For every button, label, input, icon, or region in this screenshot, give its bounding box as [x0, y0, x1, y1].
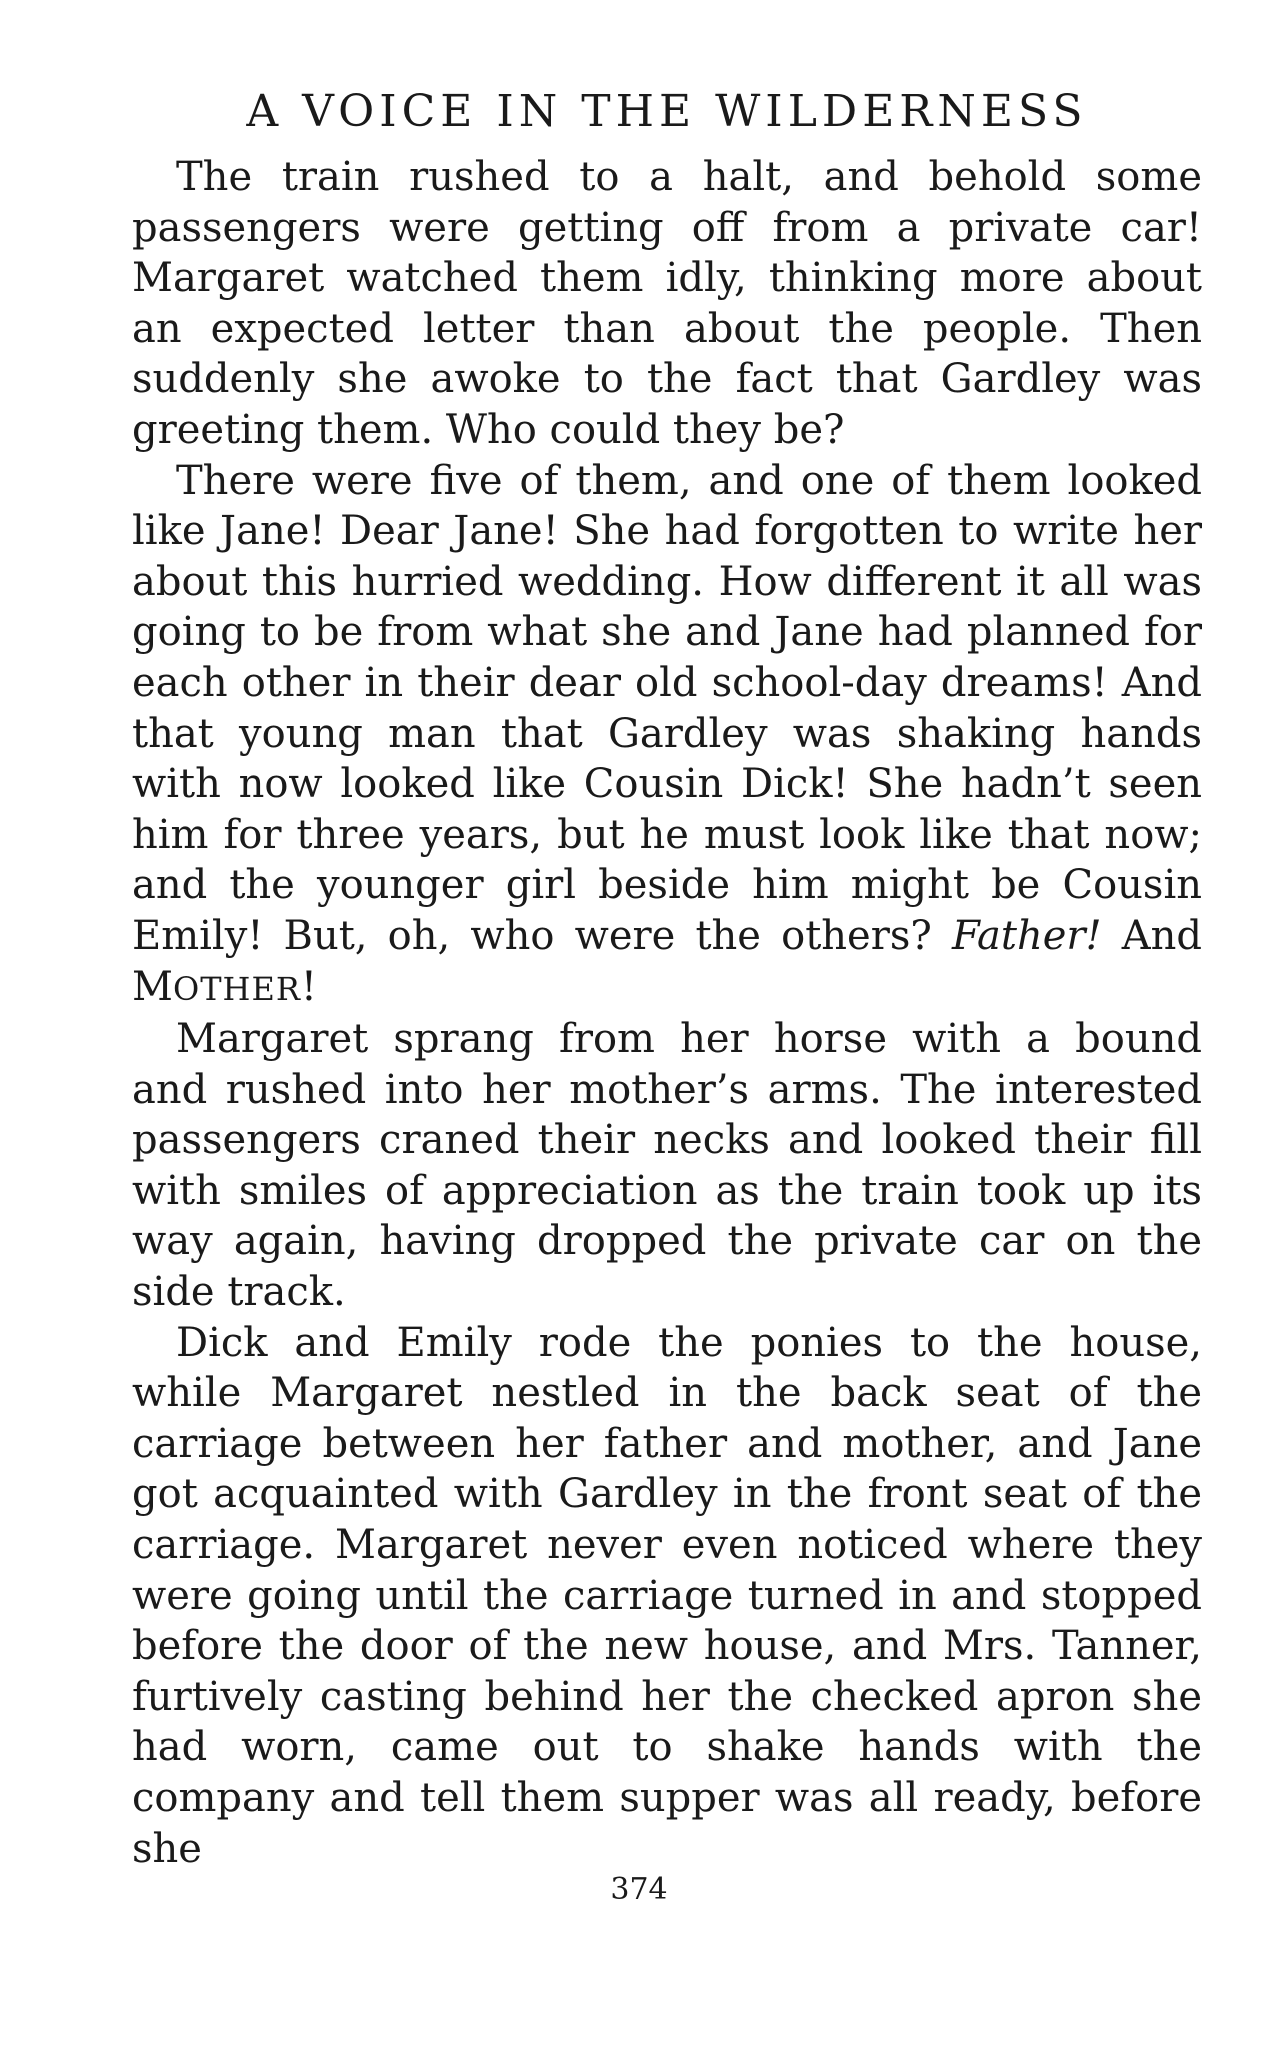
- body-text: [132, 152, 1202, 1874]
- page-number: 374: [610, 1872, 668, 1907]
- italic-father: Father!: [952, 912, 1102, 959]
- mother-initial: M: [132, 963, 173, 1010]
- paragraph-2: [132, 456, 1202, 1015]
- paragraph-3: Margaret sprang from her horse with a bound and rushed into her mother’s arms. The interested passengers craned their necks and looked their fill with smiles of appreciation as the train took up its way again, having dropped the private car on the side track.: [132, 1016, 1202, 1316]
- book-page: [132, 84, 1202, 1874]
- paragraph-4: Dick and Emily rode the ponies to the house, while Margaret nestled in the back seat of the carriage between her father and mother, and Jane got acquainted with Gardley in the front seat of the carriage. Margaret never even noticed where they were going until the carriage turned in and stopped before the door of the new house, and Mrs. Tanner, furtively casting behind her the checked apron she had worn, came out to shake hands with the company and tell them supper was all ready, before she: [132, 1319, 1202, 1872]
- mother-small-caps: OTHER: [172, 969, 301, 1008]
- paragraph-1: The train rushed to a halt, and behold some passengers were getting off from a private car! Margaret watched them idly, thinking more about an expected letter than about the people. Then suddenly she awoke to the fact that Gardley was greeting them. Who could they be?: [132, 154, 1202, 453]
- mother-exclamation: !: [300, 963, 317, 1010]
- word-and: And: [1121, 912, 1203, 959]
- running-head: A VOICE IN THE WILDERNESS: [246, 86, 1088, 137]
- paragraph-2-text: There were five of them, and one of them looked like Jane! Dear Jane! She had forgotten to write her about this hurried wedding. How different it all was going to be from what she and Jane had planned for each other in their dear old school-day dreams! And that young man that Gardley was shaking hands with now looked like Cousin Dick! She hadn’t seen him for three years, but he must look like that now; and the younger girl beside him might be Cousin Emily! But, oh, who were the others?: [132, 457, 1202, 959]
